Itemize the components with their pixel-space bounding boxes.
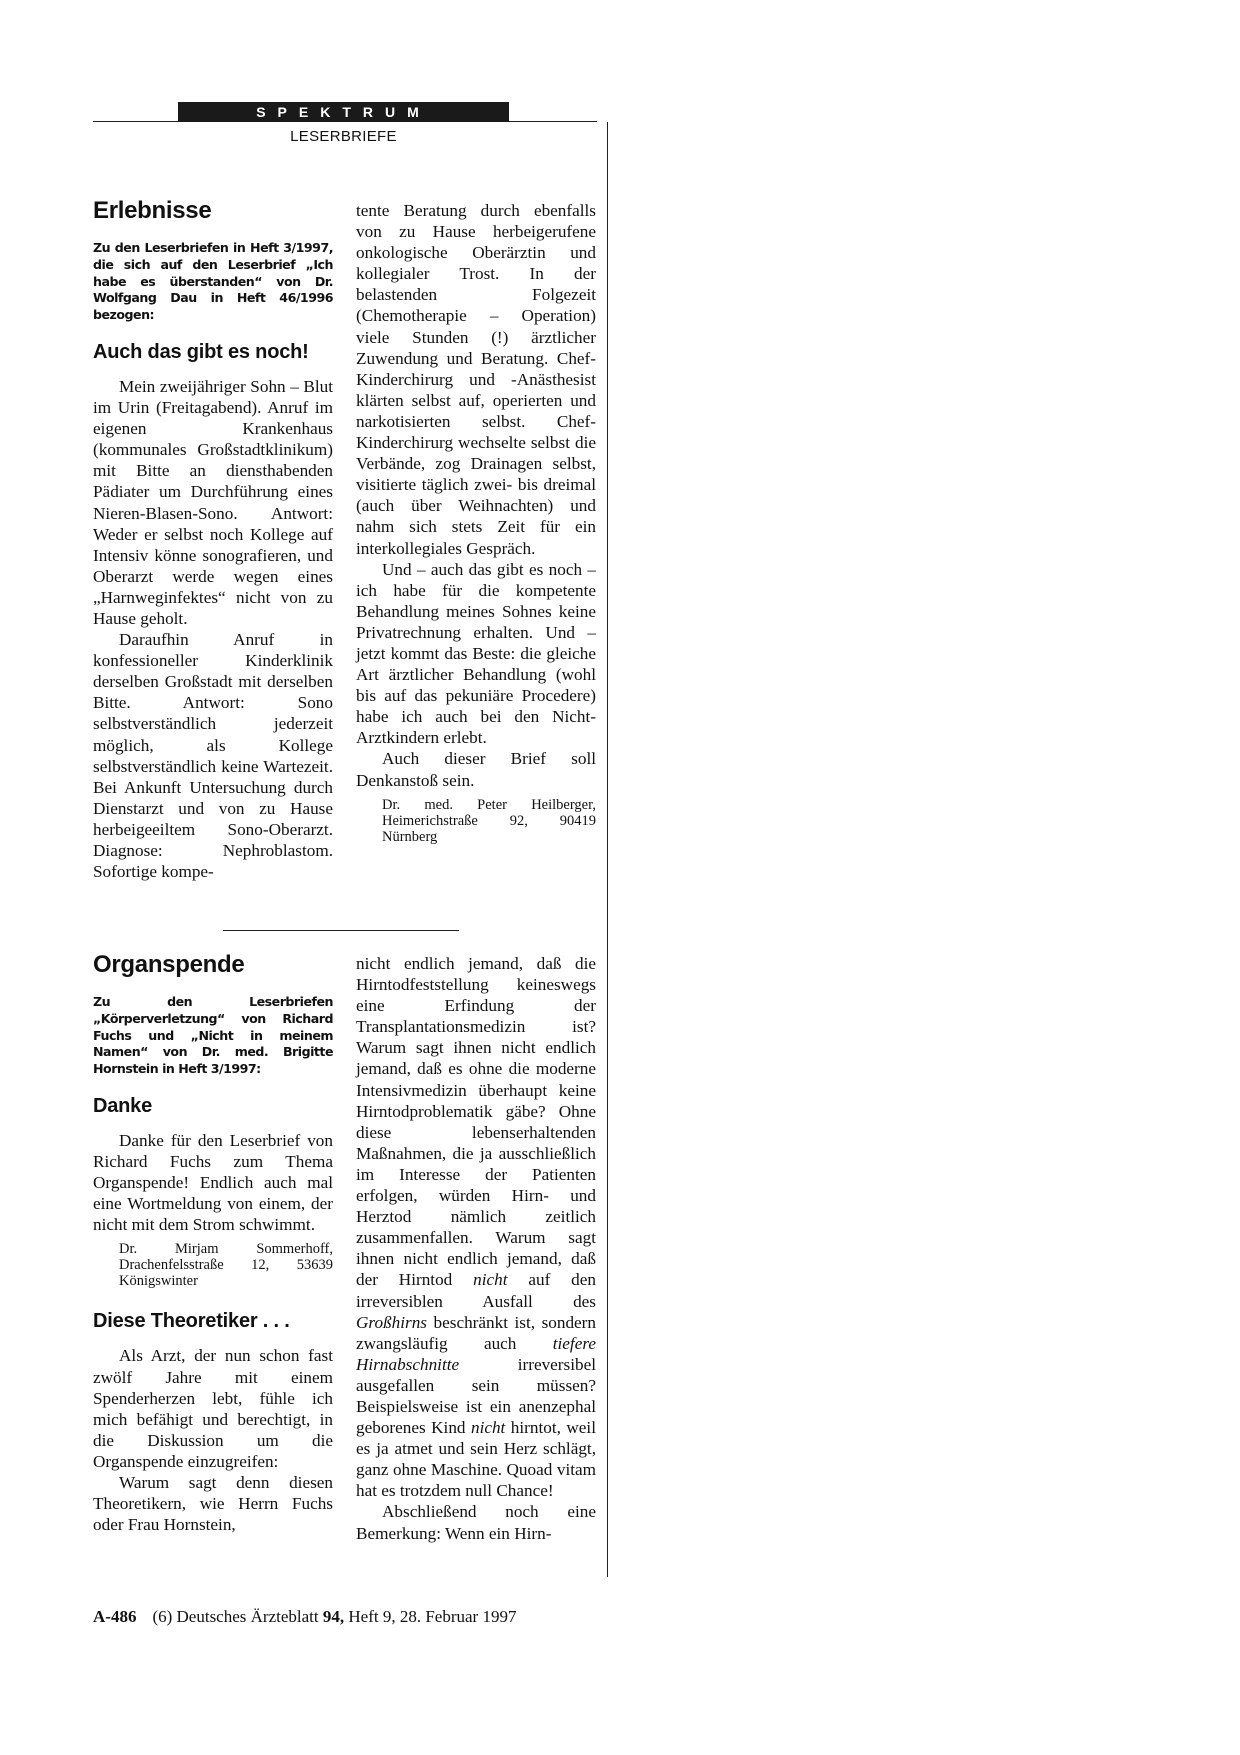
- article1-column2: [356, 200, 596, 845]
- article1-paragraph: tente Beratung durch ebenfalls von zu Hause herbeigerufene onkologische Oberärztin und kollegialer Trost. In der belastenden Folgezeit (Chemotherapie – Operation) viele Stunden (!) ärztlicher Zuwendung und Beratung. Chef-Kinderchirurg und -Anästhesist klärten selbst auf, operierten und narkotisierten selbst. Chef-Kinderchirurg wechselte selbst die Verbände, zog Drainagen selbst, visitierte täglich zwei- bis dreimal (auch über Weihnachten) und nahm sich stets Zeit für ein interkollegiales Gespräch.: [356, 201, 596, 558]
- letter2-paragraph: Warum sagt denn diesen Theoretikern, wie Herrn Fuchs oder Frau Hornstein,: [93, 1473, 333, 1535]
- column-rule: [607, 122, 608, 1577]
- article2-column2: [356, 953, 596, 1544]
- article2-column1: [93, 950, 333, 1535]
- article2-title: Organspende: [93, 951, 245, 978]
- letter1-signature: Dr. Mirjam Sommerhoff, Drachenfelsstraße 12, 53639 Königswinter: [119, 1241, 333, 1290]
- letter2-paragraph: Als Arzt, der nun schon fast zwölf Jahre mit einem Spenderherzen lebt, fühle ich mich befähigt und berechtigt, in die Diskussion um die Organspende einzugreifen:: [93, 1346, 333, 1471]
- article1-signature: Dr. med. Peter Heilberger, Heimerichstraße 92, 90419 Nürnberg: [382, 796, 596, 845]
- article-divider: [223, 930, 459, 931]
- article1-column1: [93, 196, 333, 882]
- page-footer: [93, 1607, 516, 1627]
- article1-paragraph: Daraufhin Anruf in konfessioneller Kinderklinik derselben Großstadt mit derselben Bitte. Antwort: Sono selbstverständlich jederzeit möglich, als Kollege selbstverständlich keine Wartezeit. Bei Ankunft Untersuchung durch Dienstarzt und von zu Hause herbeigeeiltem Sono-Oberarzt. Diagnose: Nephroblastom. Sofortige kompe-: [93, 630, 333, 882]
- article1-title: Erlebnisse: [93, 197, 212, 224]
- section-banner: SPEKTRUM: [178, 102, 509, 122]
- letter1-text: Danke für den Leserbrief von Richard Fuchs zum Thema Organspende! Endlich auch mal eine Wortmeldung von einem, der nicht mit dem Strom schwimmt.: [93, 1130, 333, 1235]
- article1-subtitle: Auch das gibt es noch!: [93, 340, 309, 363]
- letter2-paragraph: Abschließend noch eine Bemerkung: Wenn ein Hirn-: [356, 1502, 596, 1543]
- article2-lead: Zu den Leserbriefen „Körperverletzung“ von Richard Fuchs und „Nicht in meinem Namen“ von Dr. med. Brigitte Hornstein in Heft 3/1997:: [93, 994, 333, 1077]
- article1-paragraph: Auch dieser Brief soll Denkanstoß sein.: [356, 749, 596, 790]
- journal-citation: (6) Deutsches Ärzteblatt 94, Heft 9, 28. Februar 1997: [152, 1607, 517, 1626]
- subsection-label: LESERBRIEFE: [290, 128, 397, 145]
- article1-paragraph: Und – auch das gibt es noch – ich habe für die kompetente Behandlung meines Sohnes keine Privatrechnung erhalten. Und – jetzt kommt das Beste: die gleiche Art ärztlicher Behandlung (wohl bis auf das pekuniäre Procedere) habe ich auch bei den Nicht-Arztkindern erlebt.: [356, 559, 596, 748]
- page-number: A-486: [93, 1607, 137, 1626]
- article1-lead: Zu den Leserbriefen in Heft 3/1997, die sich auf den Leserbrief „Ich habe es überstanden“ von Dr. Wolfgang Dau in Heft 46/1996 bezogen:: [93, 240, 333, 323]
- letter2-paragraph: nicht endlich jemand, daß die Hirntodfeststellung keineswegs eine Erfindung der Transplantationsmedizin ist? Warum sagt ihnen nicht endlich jemand, daß es ohne die moderne Intensivmedizin überhaupt keine Hirntodproblematik gäbe? Ohne diese lebenserhaltenden Maßnahmen, die ja ausschließlich im Interesse der Patienten erfolgen, würden Hirn- und Herztod nämlich zeitlich zusammenfallen. Warum sagt ihnen nicht endlich jemand, daß der Hirntod nicht auf den irreversiblen Ausfall des Großhirns beschränkt ist, sondern zwangsläufig auch tiefere Hirnabschnitte irreversibel ausgefallen sein müssen? Beispielsweise ist ein anenzephal geborenes Kind nicht hirntot, weil es ja atmet und sein Herz schlägt, ganz ohne Maschine. Quoad vitam hat es trotzdem null Chance!: [356, 954, 596, 1501]
- article1-paragraph: Mein zweijähriger Sohn – Blut im Urin (Freitagabend). Anruf im eigenen Krankenhaus (kommunales Großstadtklinikum) mit Bitte an diensthabenden Pädiater um Durchführung eines Nieren-Blasen-Sono. Antwort: Weder er selbst noch Kollege auf Intensiv könne sonografieren, und Oberarzt werde wegen eines „Harnweginfektes“ nicht von zu Hause geholt.: [93, 376, 333, 629]
- letter2-subtitle: Diese Theoretiker . . .: [93, 1310, 290, 1333]
- letter1-subtitle: Danke: [93, 1094, 153, 1117]
